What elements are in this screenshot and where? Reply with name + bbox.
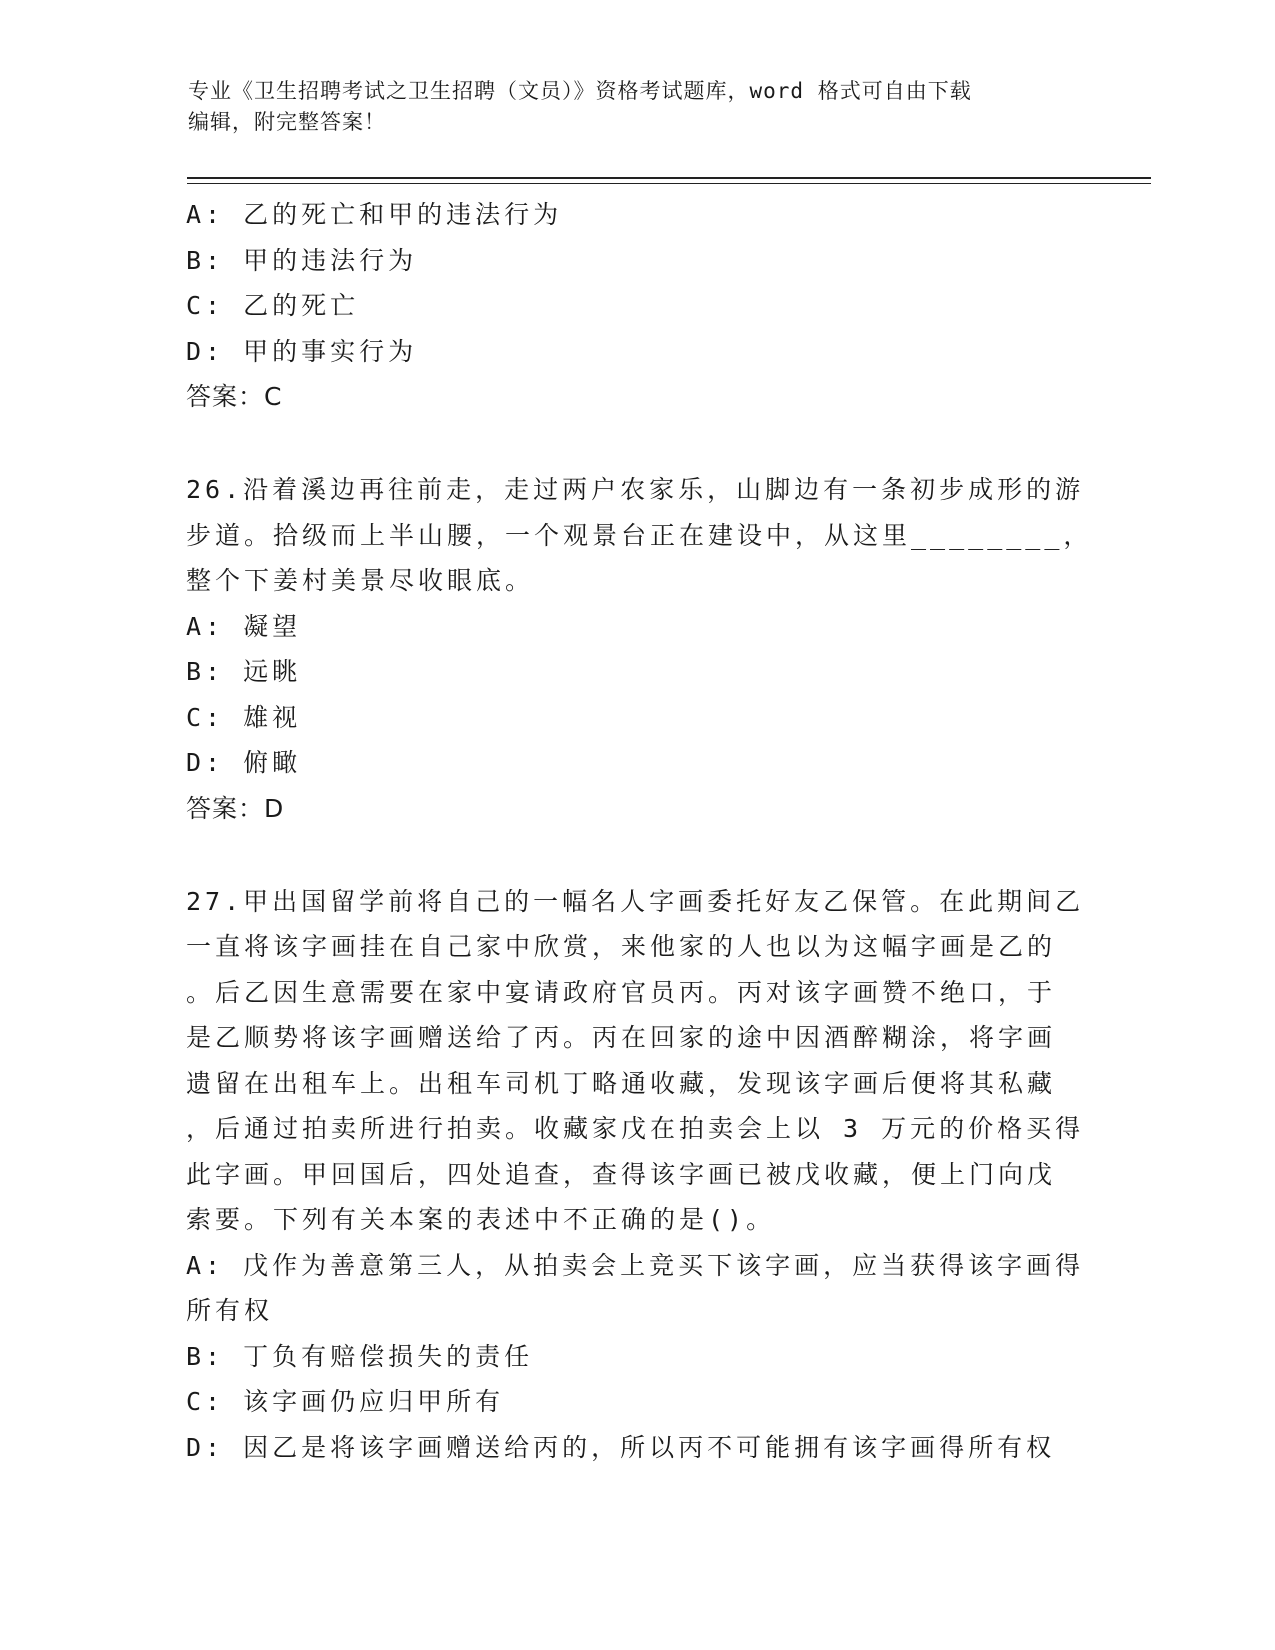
- option-text: 丁负有赔偿损失的责任: [243, 1341, 534, 1371]
- option-label: A:: [186, 611, 225, 641]
- option-label: A:: [186, 1250, 225, 1280]
- option-text: 甲的违法行为: [243, 245, 418, 275]
- option-a: [186, 604, 1086, 650]
- option-text: 甲的事实行为: [243, 336, 418, 366]
- option-label: C:: [186, 702, 225, 732]
- option-d: [186, 329, 1086, 375]
- option-label: B:: [186, 245, 225, 275]
- option-label: C:: [186, 1387, 225, 1416]
- header-line-2: 编辑，附完整答案！: [188, 110, 386, 134]
- option-label: B:: [186, 657, 225, 686]
- header-divider-thick: [187, 177, 1151, 179]
- option-text: 乙的死亡: [243, 291, 360, 320]
- question-stem-line: 索要。下列有关本案的表述中不正确的是()。: [186, 1205, 776, 1234]
- question-stem-line: 一直将该字画挂在自己家中欣赏，来他家的人也以为这幅字画是乙的: [186, 932, 1057, 961]
- option-label: D:: [186, 336, 225, 366]
- option-c: [186, 1379, 1086, 1425]
- option-text: 因乙是将该字画赠送给丙的，所以丙不可能拥有该字画得所有权: [243, 1432, 1056, 1462]
- option-b: [186, 1334, 1086, 1380]
- question-26: [186, 467, 1093, 831]
- option-text: 雄视: [243, 702, 302, 732]
- option-text: 俯瞰: [243, 748, 302, 777]
- answer-line: 答案：C: [186, 382, 283, 411]
- document-header: [188, 76, 1068, 138]
- spacer: [186, 419, 1086, 467]
- option-label: D:: [186, 748, 225, 777]
- question-content: [186, 192, 1093, 1470]
- option-text: 戊作为善意第三人，从拍卖会上竞买下该字画，应当获得该字画得: [243, 1250, 1085, 1280]
- question-25: [186, 192, 1086, 419]
- option-d: [186, 740, 1086, 786]
- question-stem-line: 此字画。甲回国后，四处追查，查得该字画已被戊收藏，便上门向戊: [186, 1159, 1057, 1189]
- option-text: 该字画仍应归甲所有: [243, 1387, 505, 1416]
- question-stem-line: 是乙顺势将该字画赠送给了丙。丙在回家的途中因酒醉糊涂，将字画: [186, 1023, 1057, 1052]
- option-b: [186, 649, 1086, 695]
- question-stem-line: 遗留在出租车上。出租车司机丁略通收藏，发现该字画后便将其私藏: [186, 1068, 1057, 1098]
- option-a: [186, 1243, 1086, 1289]
- option-label: B:: [186, 1341, 225, 1371]
- question-stem-line: 整个下姜村美景尽收眼底。: [186, 566, 535, 595]
- option-label: D:: [186, 1432, 225, 1462]
- question-27: [186, 879, 1086, 1471]
- option-d: [186, 1425, 1086, 1471]
- option-label: A:: [186, 200, 225, 229]
- option-c: [186, 283, 1086, 329]
- question-stem-line: 步道。拾级而上半山腰，一个观景台正在建设中，从这里________，: [186, 520, 1093, 550]
- question-stem-line: 。后乙因生意需要在家中宴请政府官员丙。丙对该字画赞不绝口，于: [186, 977, 1057, 1007]
- question-stem-line: 26.沿着溪边再往前走，走过两户农家乐，山脚边有一条初步成形的游: [186, 475, 1085, 504]
- question-stem-line: ，后通过拍卖所进行拍卖。收藏家戊在拍卖会上以 3 万元的价格买得: [186, 1114, 1085, 1143]
- question-stem-line: 27.甲出国留学前将自己的一幅名人字画委托好友乙保管。在此期间乙: [186, 886, 1085, 916]
- spacer: [186, 831, 1086, 879]
- option-text: 凝望: [243, 611, 302, 641]
- option-b: [186, 238, 1086, 284]
- option-a: [186, 192, 1086, 238]
- header-divider-thin: [187, 183, 1151, 184]
- option-text: 乙的死亡和甲的违法行为: [243, 200, 563, 229]
- option-c: [186, 695, 1086, 741]
- answer-line: 答案：D: [186, 793, 285, 823]
- header-line-1: 专业《卫生招聘考试之卫生招聘（文员）》资格考试题库，word 格式可自由下载: [188, 79, 972, 103]
- option-label: C:: [186, 291, 225, 320]
- option-a-continued: 所有权: [186, 1296, 274, 1325]
- option-text: 远眺: [243, 657, 302, 686]
